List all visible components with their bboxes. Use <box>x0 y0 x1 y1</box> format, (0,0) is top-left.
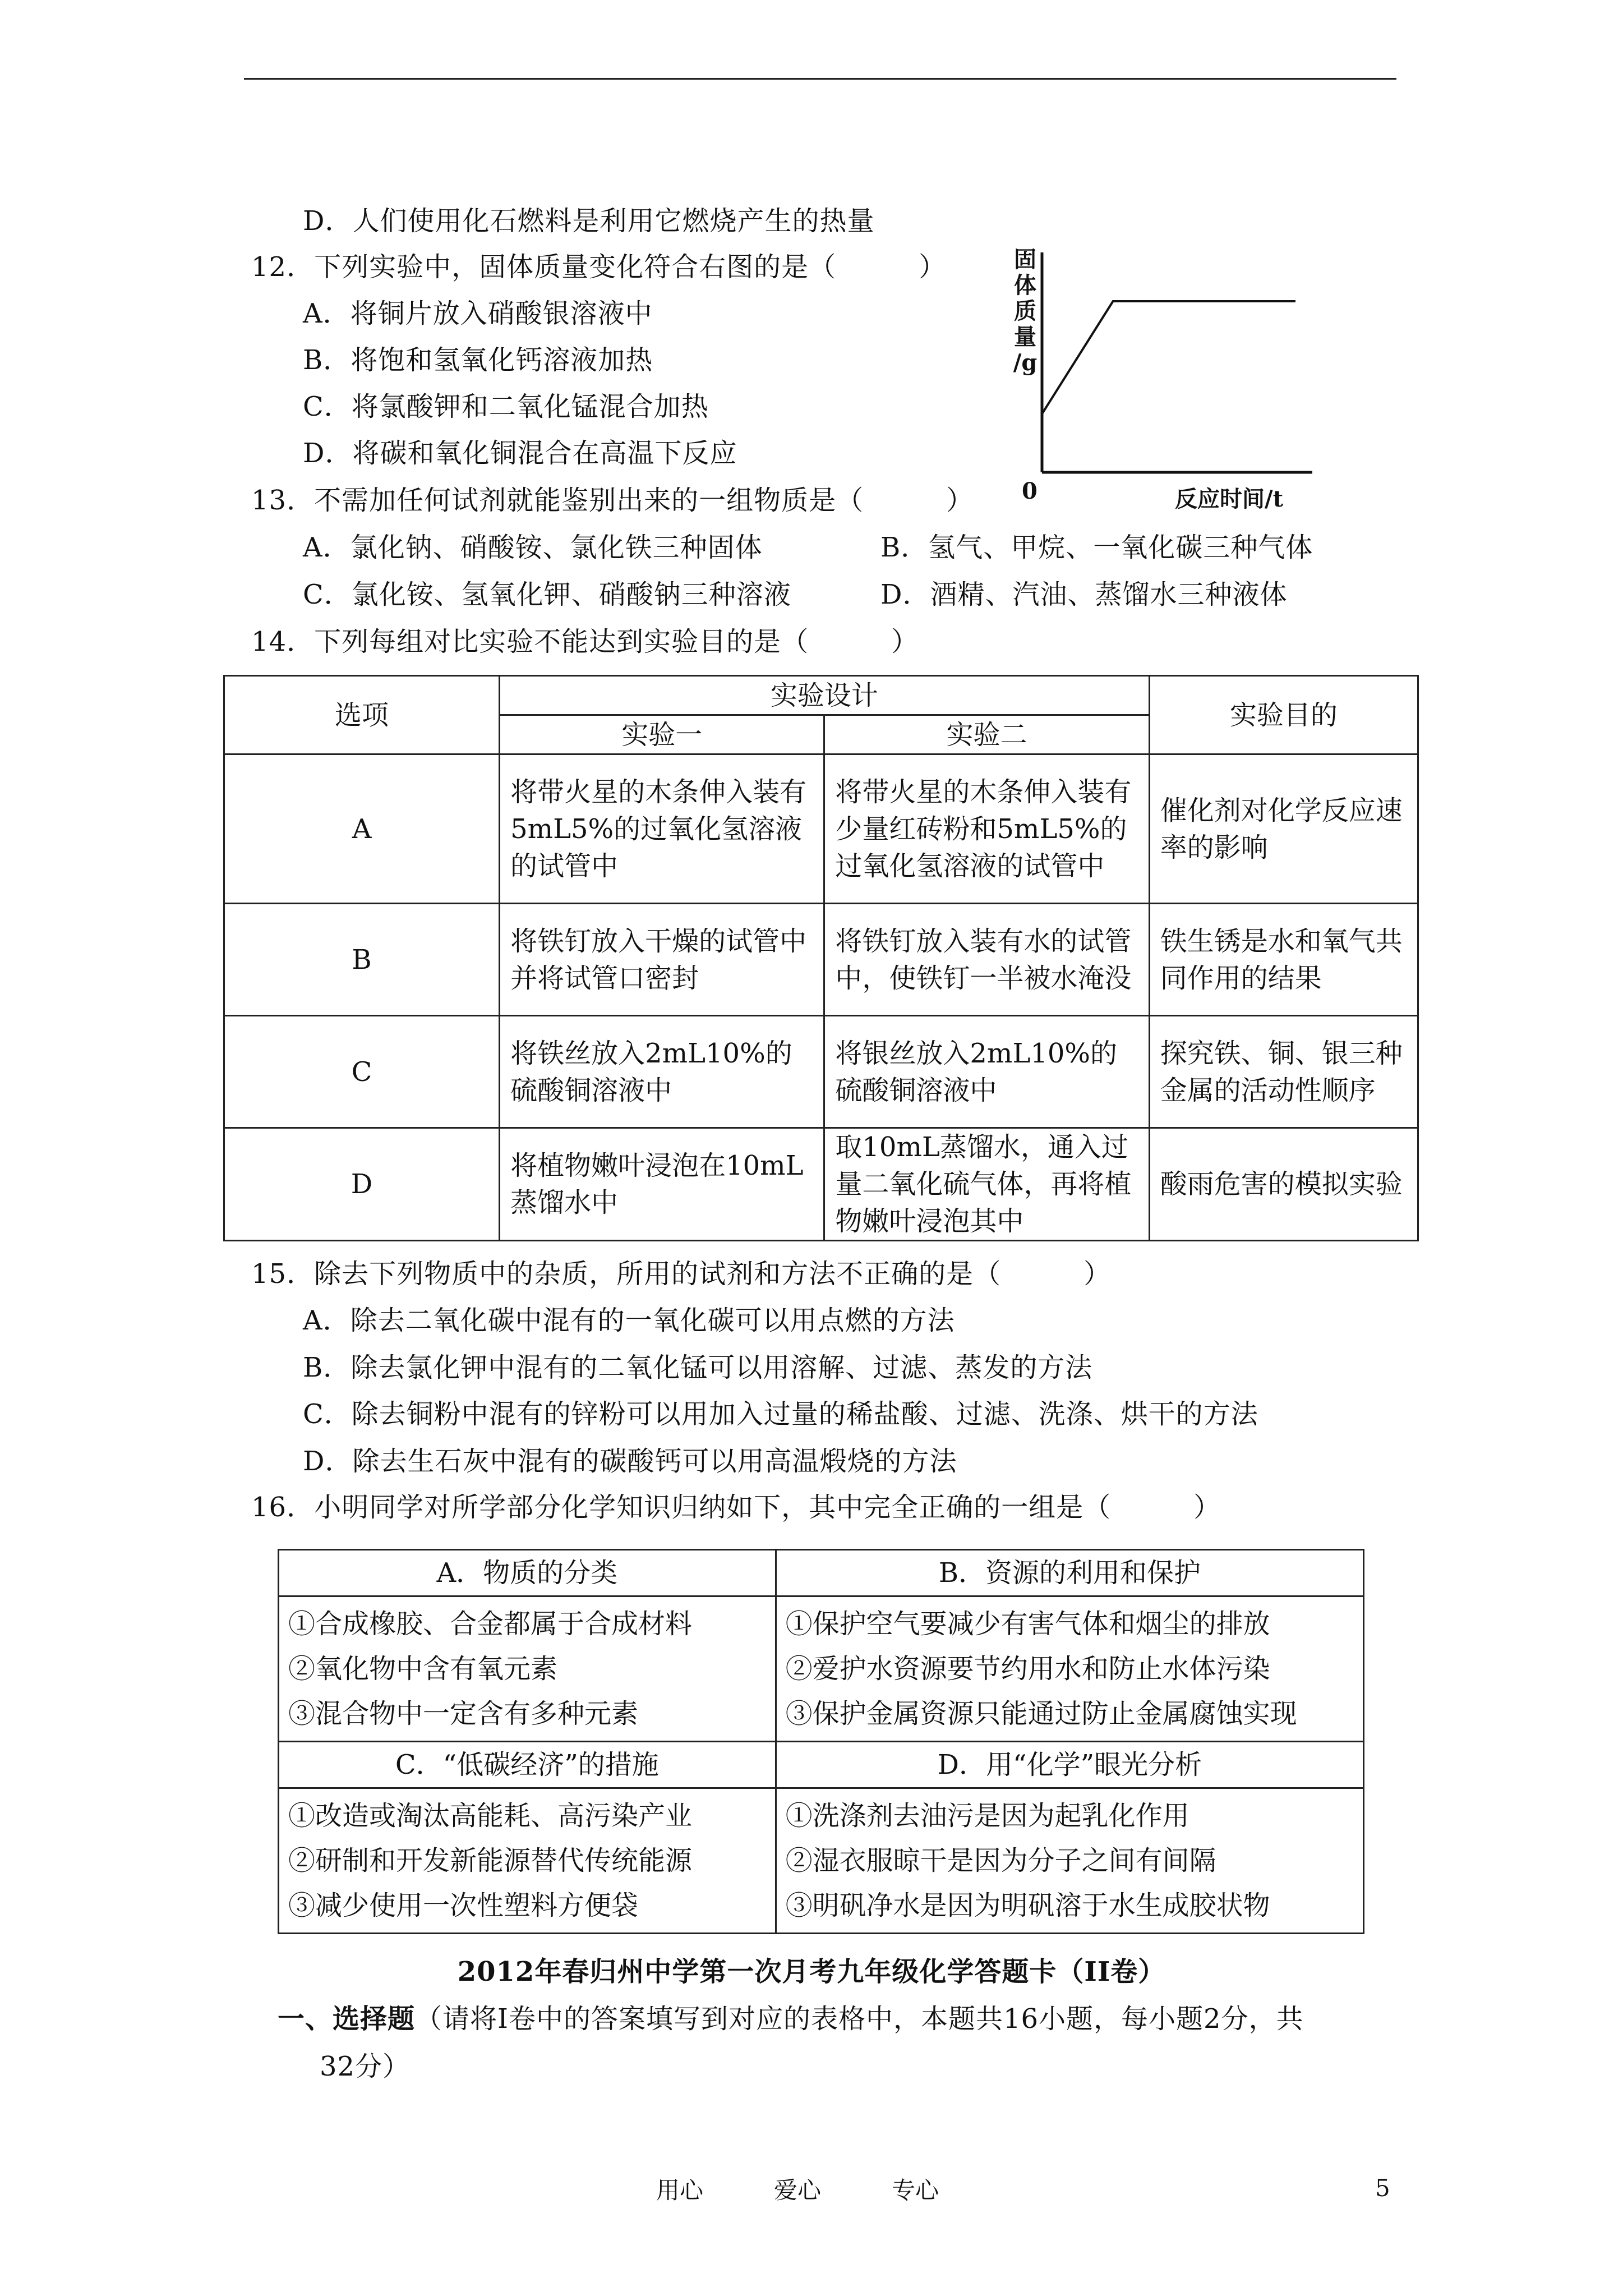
table-row <box>224 1128 1418 1241</box>
table-row <box>224 904 1418 1016</box>
q15-option-d: D．除去生石灰中混有的碳酸钙可以用高温煅烧的方法 <box>303 1446 957 1477</box>
row-exp2: 将银丝放入2mL10%的硫酸铜溶液中 <box>824 1016 1149 1128</box>
list-item: ②湿衣服晾干是因为分子之间有间隔 <box>785 1845 1216 1876</box>
q12-stem: 12．下列实验中，固体质量变化符合右图的是（ ） <box>251 251 947 283</box>
section-title: A．物质的分类 <box>279 1550 776 1596</box>
q12-option-c: C．将氯酸钾和二氧化锰混合加热 <box>303 391 709 422</box>
q14-stem: 14．下列每组对比实验不能达到实验目的是（ ） <box>251 626 919 657</box>
q12-option-b: B．将饱和氢氧化钙溶液加热 <box>303 344 653 376</box>
mass-time-graph <box>1009 247 1324 516</box>
row-exp2: 将铁钉放入装有水的试管中，使铁钉一半被水淹没 <box>824 904 1149 1016</box>
row-option: A <box>224 754 500 904</box>
q13-option-b: B．氢气、甲烷、一氧化碳三种气体 <box>880 532 1313 563</box>
graph-y-axis-label: 固 体 质 量 /g <box>1013 246 1038 376</box>
section-title: B．资源的利用和保护 <box>776 1550 1363 1596</box>
row-exp1: 将铁丝放入2mL10%的硫酸铜溶液中 <box>500 1016 824 1128</box>
list-item: ③减少使用一次性塑料方便袋 <box>288 1890 639 1921</box>
row-purpose: 催化剂对化学反应速率的影响 <box>1149 754 1418 904</box>
q13-stem: 13．不需加任何试剂就能鉴别出来的一组物质是（ ） <box>251 485 974 516</box>
header-design: 实验设计 <box>500 676 1150 715</box>
q12-option-a: A．将铜片放入硝酸银溶液中 <box>303 298 653 329</box>
q15-option-a: A．除去二氧化碳中混有的一氧化碳可以用点燃的方法 <box>303 1305 955 1336</box>
q13-option-a: A．氯化钠、硝酸铵、氯化铁三种固体 <box>303 532 763 563</box>
list-item: ②研制和开发新能源替代传统能源 <box>288 1845 693 1876</box>
list-item: ②爱护水资源要节约用水和防止水体污染 <box>785 1653 1270 1685</box>
q16-knowledge-table <box>278 1549 1364 1934</box>
header-rule <box>244 78 1396 80</box>
q12-option-d: D．将碳和氧化铜混合在高温下反应 <box>303 438 737 469</box>
row-purpose: 探究铁、铜、银三种金属的活动性顺序 <box>1149 1016 1418 1128</box>
row-exp2: 取10mL蒸馏水，通入过量二氧化硫气体，再将植物嫩叶浸泡其中 <box>824 1128 1149 1241</box>
list-item: ③明矾净水是因为明矾溶于水生成胶状物 <box>785 1890 1270 1921</box>
list-item: ③保护金属资源只能通过防止金属腐蚀实现 <box>785 1698 1297 1729</box>
section-note-continued: 32分） <box>320 2051 411 2082</box>
section-title: D．用“化学”眼光分析 <box>776 1742 1363 1788</box>
row-option: C <box>224 1016 500 1128</box>
row-option: B <box>224 904 500 1016</box>
table-row <box>224 754 1418 904</box>
q13-option-c: C．氯化铵、氢氧化钾、硝酸钠三种溶液 <box>303 579 791 610</box>
header-exp2: 实验二 <box>824 715 1149 754</box>
q11-option-d: D．人们使用化石燃料是利用它燃烧产生的热量 <box>303 205 875 237</box>
row-exp1: 将铁钉放入干燥的试管中并将试管口密封 <box>500 904 824 1016</box>
list-item: ①合成橡胶、合金都属于合成材料 <box>288 1608 693 1640</box>
section-title: C．“低碳经济”的措施 <box>279 1742 776 1788</box>
mass-trend-line <box>1042 301 1295 414</box>
q15-stem: 15．除去下列物质中的杂质，所用的试剂和方法不正确的是（ ） <box>251 1258 1112 1290</box>
section-note: （请将I卷中的答案填写到对应的表格中，本题共16小题，每小题2分，共 <box>415 2003 1304 2035</box>
q15-option-c: C．除去铜粉中混有的锌粉可以用加入过量的稀盐酸、过滤、洗涤、烘干的方法 <box>303 1398 1258 1430</box>
graph-origin-label: 0 <box>1022 478 1038 504</box>
graph-plot <box>1009 247 1324 516</box>
header-option: 选项 <box>224 676 500 754</box>
list-item: ①保护空气要减少有害气体和烟尘的排放 <box>785 1608 1270 1640</box>
list-item: ①改造或淘汰高能耗、高污染产业 <box>288 1800 693 1832</box>
row-exp1: 将带火星的木条伸入装有5mL5%的过氧化氢溶液的试管中 <box>500 754 824 904</box>
q13-option-d: D．酒精、汽油、蒸馏水三种液体 <box>880 579 1288 610</box>
section-label: 一、选择题 <box>278 2003 416 2035</box>
graph-x-axis-label: 反应时间/t <box>1175 486 1284 512</box>
q16-stem: 16．小明同学对所学部分化学知识归纳如下，其中完全正确的一组是（ ） <box>251 1492 1221 1523</box>
row-exp2: 将带火星的木条伸入装有少量红砖粉和5mL5%的过氧化氢溶液的试管中 <box>824 754 1149 904</box>
footer-motto: 用心 爱心 专心 <box>656 2177 939 2204</box>
q14-experiment-table <box>223 675 1419 1241</box>
list-item: ③混合物中一定含有多种元素 <box>288 1698 639 1729</box>
answer-card-section <box>278 2003 1304 2035</box>
row-exp1: 将植物嫩叶浸泡在10mL蒸馏水中 <box>500 1128 824 1241</box>
answer-card-title: 2012年春归州中学第一次月考九年级化学答题卡（II卷） <box>457 1956 1166 1987</box>
list-item: ①洗涤剂去油污是因为起乳化作用 <box>785 1800 1189 1832</box>
header-exp1: 实验一 <box>500 715 824 754</box>
header-purpose: 实验目的 <box>1149 676 1418 754</box>
row-option: D <box>224 1128 500 1241</box>
page-number: 5 <box>1375 2174 1390 2202</box>
table-row <box>224 1016 1418 1128</box>
row-purpose: 铁生锈是水和氧气共同作用的结果 <box>1149 904 1418 1016</box>
row-purpose: 酸雨危害的模拟实验 <box>1149 1128 1418 1241</box>
q15-option-b: B．除去氯化钾中混有的二氧化锰可以用溶解、过滤、蒸发的方法 <box>303 1352 1093 1383</box>
list-item: ②氧化物中含有氧元素 <box>288 1653 558 1685</box>
